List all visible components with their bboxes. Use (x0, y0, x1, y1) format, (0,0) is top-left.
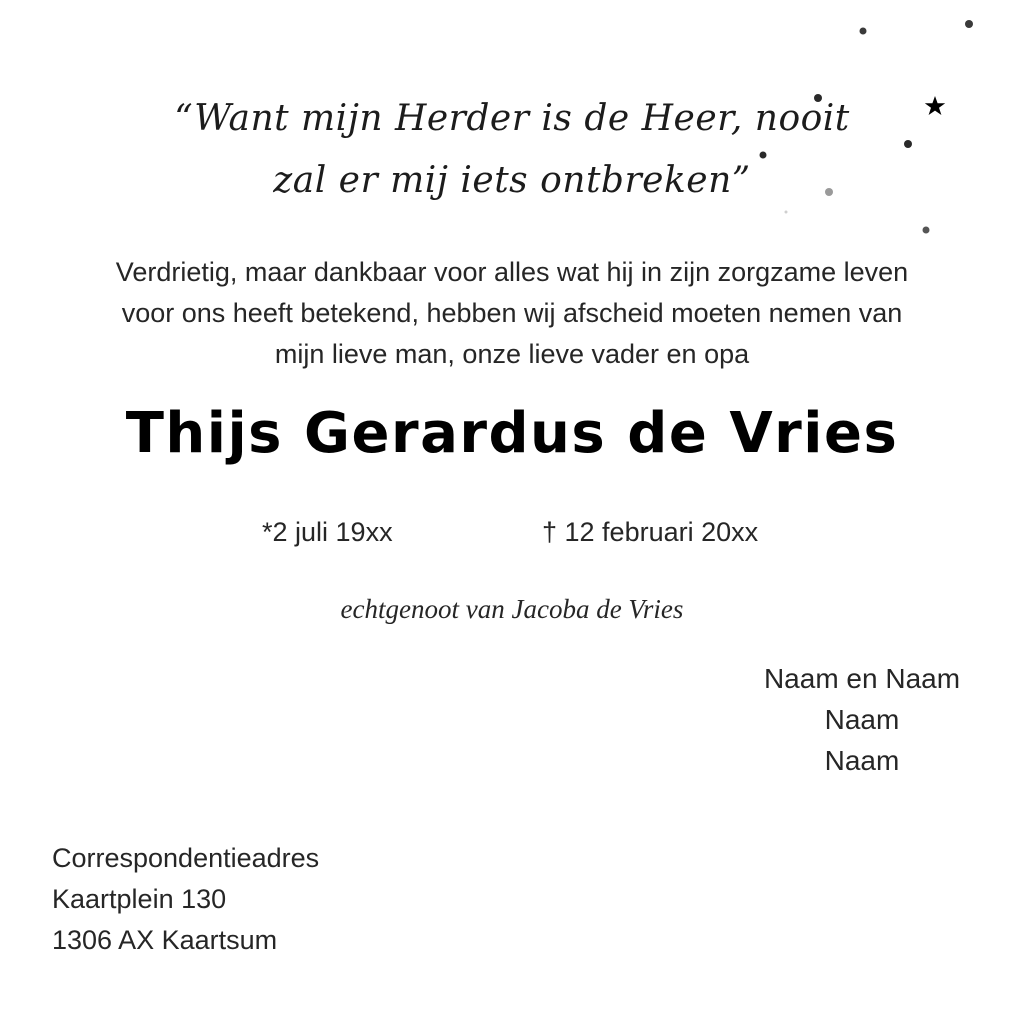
intro-text (62, 252, 962, 375)
spouse-line: echtgenoot van Jacoba de Vries (340, 594, 684, 624)
quote-line-2: zal er mij iets ontbreken” (273, 160, 751, 201)
address-heading: Correspondentieadres (52, 843, 320, 873)
correspondence-address (52, 838, 472, 961)
intro-line-3: mijn lieve man, onze lieve vader en opa (274, 339, 750, 369)
address-street: Kaartplein 130 (52, 884, 227, 914)
death-date: † 12 februari 20xx (542, 517, 759, 547)
intro-line-1: Verdrietig, maar dankbaar voor alles wat hij in zijn zorgzame leven (115, 257, 909, 287)
intro-line-2: voor ons heeft betekend, hebben wij afscheid moeten nemen van (121, 298, 903, 328)
family-name: Naam (824, 704, 900, 735)
quote-line-1: “Want mijn Herder is de Heer, nooit (174, 98, 850, 139)
family-names (740, 658, 984, 781)
birth-date: *2 juli 19xx (262, 517, 393, 547)
star-icon (925, 96, 945, 115)
dot-icon (860, 28, 867, 35)
family-name: Naam en Naam (763, 663, 961, 694)
bible-quote (112, 88, 912, 212)
address-city: 1306 AX Kaartsum (52, 925, 278, 955)
dot-icon (965, 20, 973, 28)
deceased-name: Thijs Gerardus de Vries (125, 401, 899, 466)
family-name: Naam (824, 745, 900, 776)
dot-icon (923, 227, 930, 234)
